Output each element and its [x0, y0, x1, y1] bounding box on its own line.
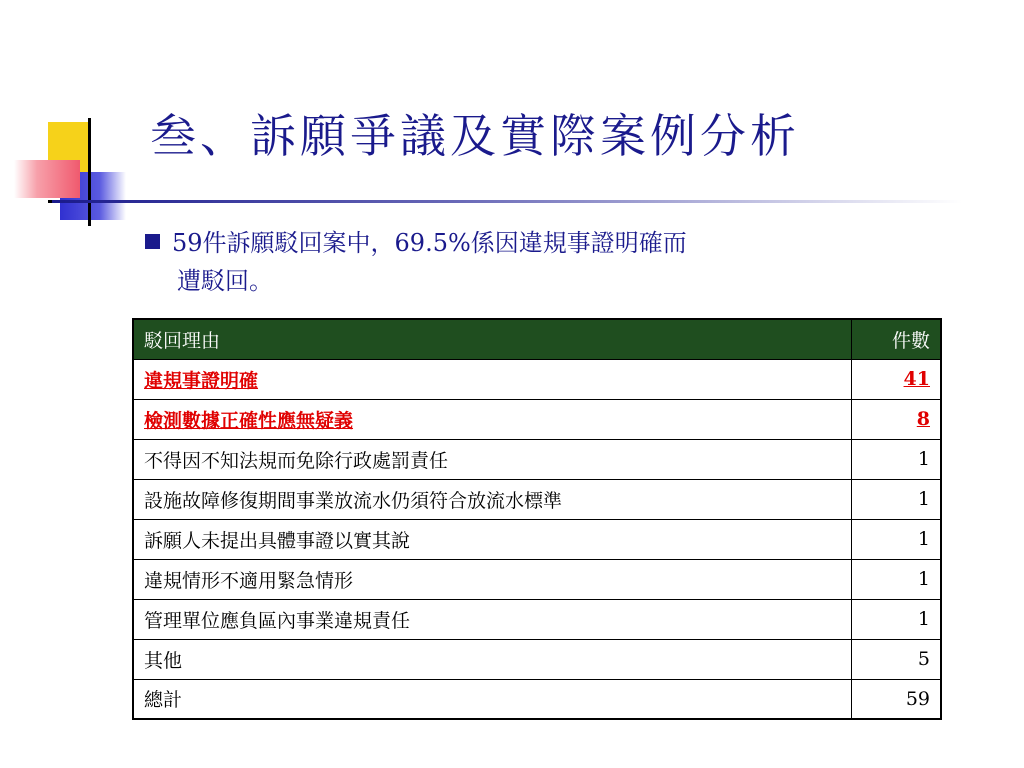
bullet-text-line1: 59件訴願駁回案中，69.5%係因違規事證明確而	[172, 229, 687, 257]
table-header-row	[133, 319, 941, 359]
count-cell: 1	[851, 599, 941, 639]
table-row	[133, 639, 941, 679]
reason-cell: 設施故障修復期間事業放流水仍須符合放流水標準	[133, 479, 851, 519]
bullet-point	[145, 224, 905, 300]
title-underline	[52, 200, 962, 203]
reason-cell: 管理單位應負區內事業違規責任	[133, 599, 851, 639]
bullet-text-line2: 遭駁回。	[177, 267, 273, 295]
header-count: 件數	[851, 319, 941, 359]
count-cell: 1	[851, 559, 941, 599]
header-reason: 駁回理由	[133, 319, 851, 359]
reason-cell: 違規情形不適用緊急情形	[133, 559, 851, 599]
count-cell: 5	[851, 639, 941, 679]
table-row	[133, 359, 941, 399]
reason-cell: 違規事證明確	[133, 359, 851, 399]
deco-red-square	[14, 160, 80, 198]
table-row	[133, 599, 941, 639]
count-cell: 1	[851, 479, 941, 519]
reason-cell: 其他	[133, 639, 851, 679]
table-row	[133, 559, 941, 599]
reason-cell: 檢測數據正確性應無疑義	[133, 399, 851, 439]
count-cell: 1	[851, 439, 941, 479]
reason-cell: 不得因不知法規而免除行政處罰責任	[133, 439, 851, 479]
slide-title: 叁、訴願爭議及實際案例分析	[150, 109, 800, 163]
total-count-cell: 59	[851, 679, 941, 719]
reason-cell: 訴願人未提出具體事證以實其說	[133, 519, 851, 559]
table-row	[133, 399, 941, 439]
square-bullet-icon	[145, 234, 160, 249]
table-row	[133, 519, 941, 559]
table-total-row	[133, 679, 941, 719]
rejection-reasons-table	[132, 318, 942, 720]
table-row	[133, 439, 941, 479]
count-cell: 41	[851, 359, 941, 399]
table-row	[133, 479, 941, 519]
count-cell: 1	[851, 519, 941, 559]
total-label-cell: 總計	[133, 679, 851, 719]
count-cell: 8	[851, 399, 941, 439]
deco-vertical-line	[88, 118, 91, 226]
